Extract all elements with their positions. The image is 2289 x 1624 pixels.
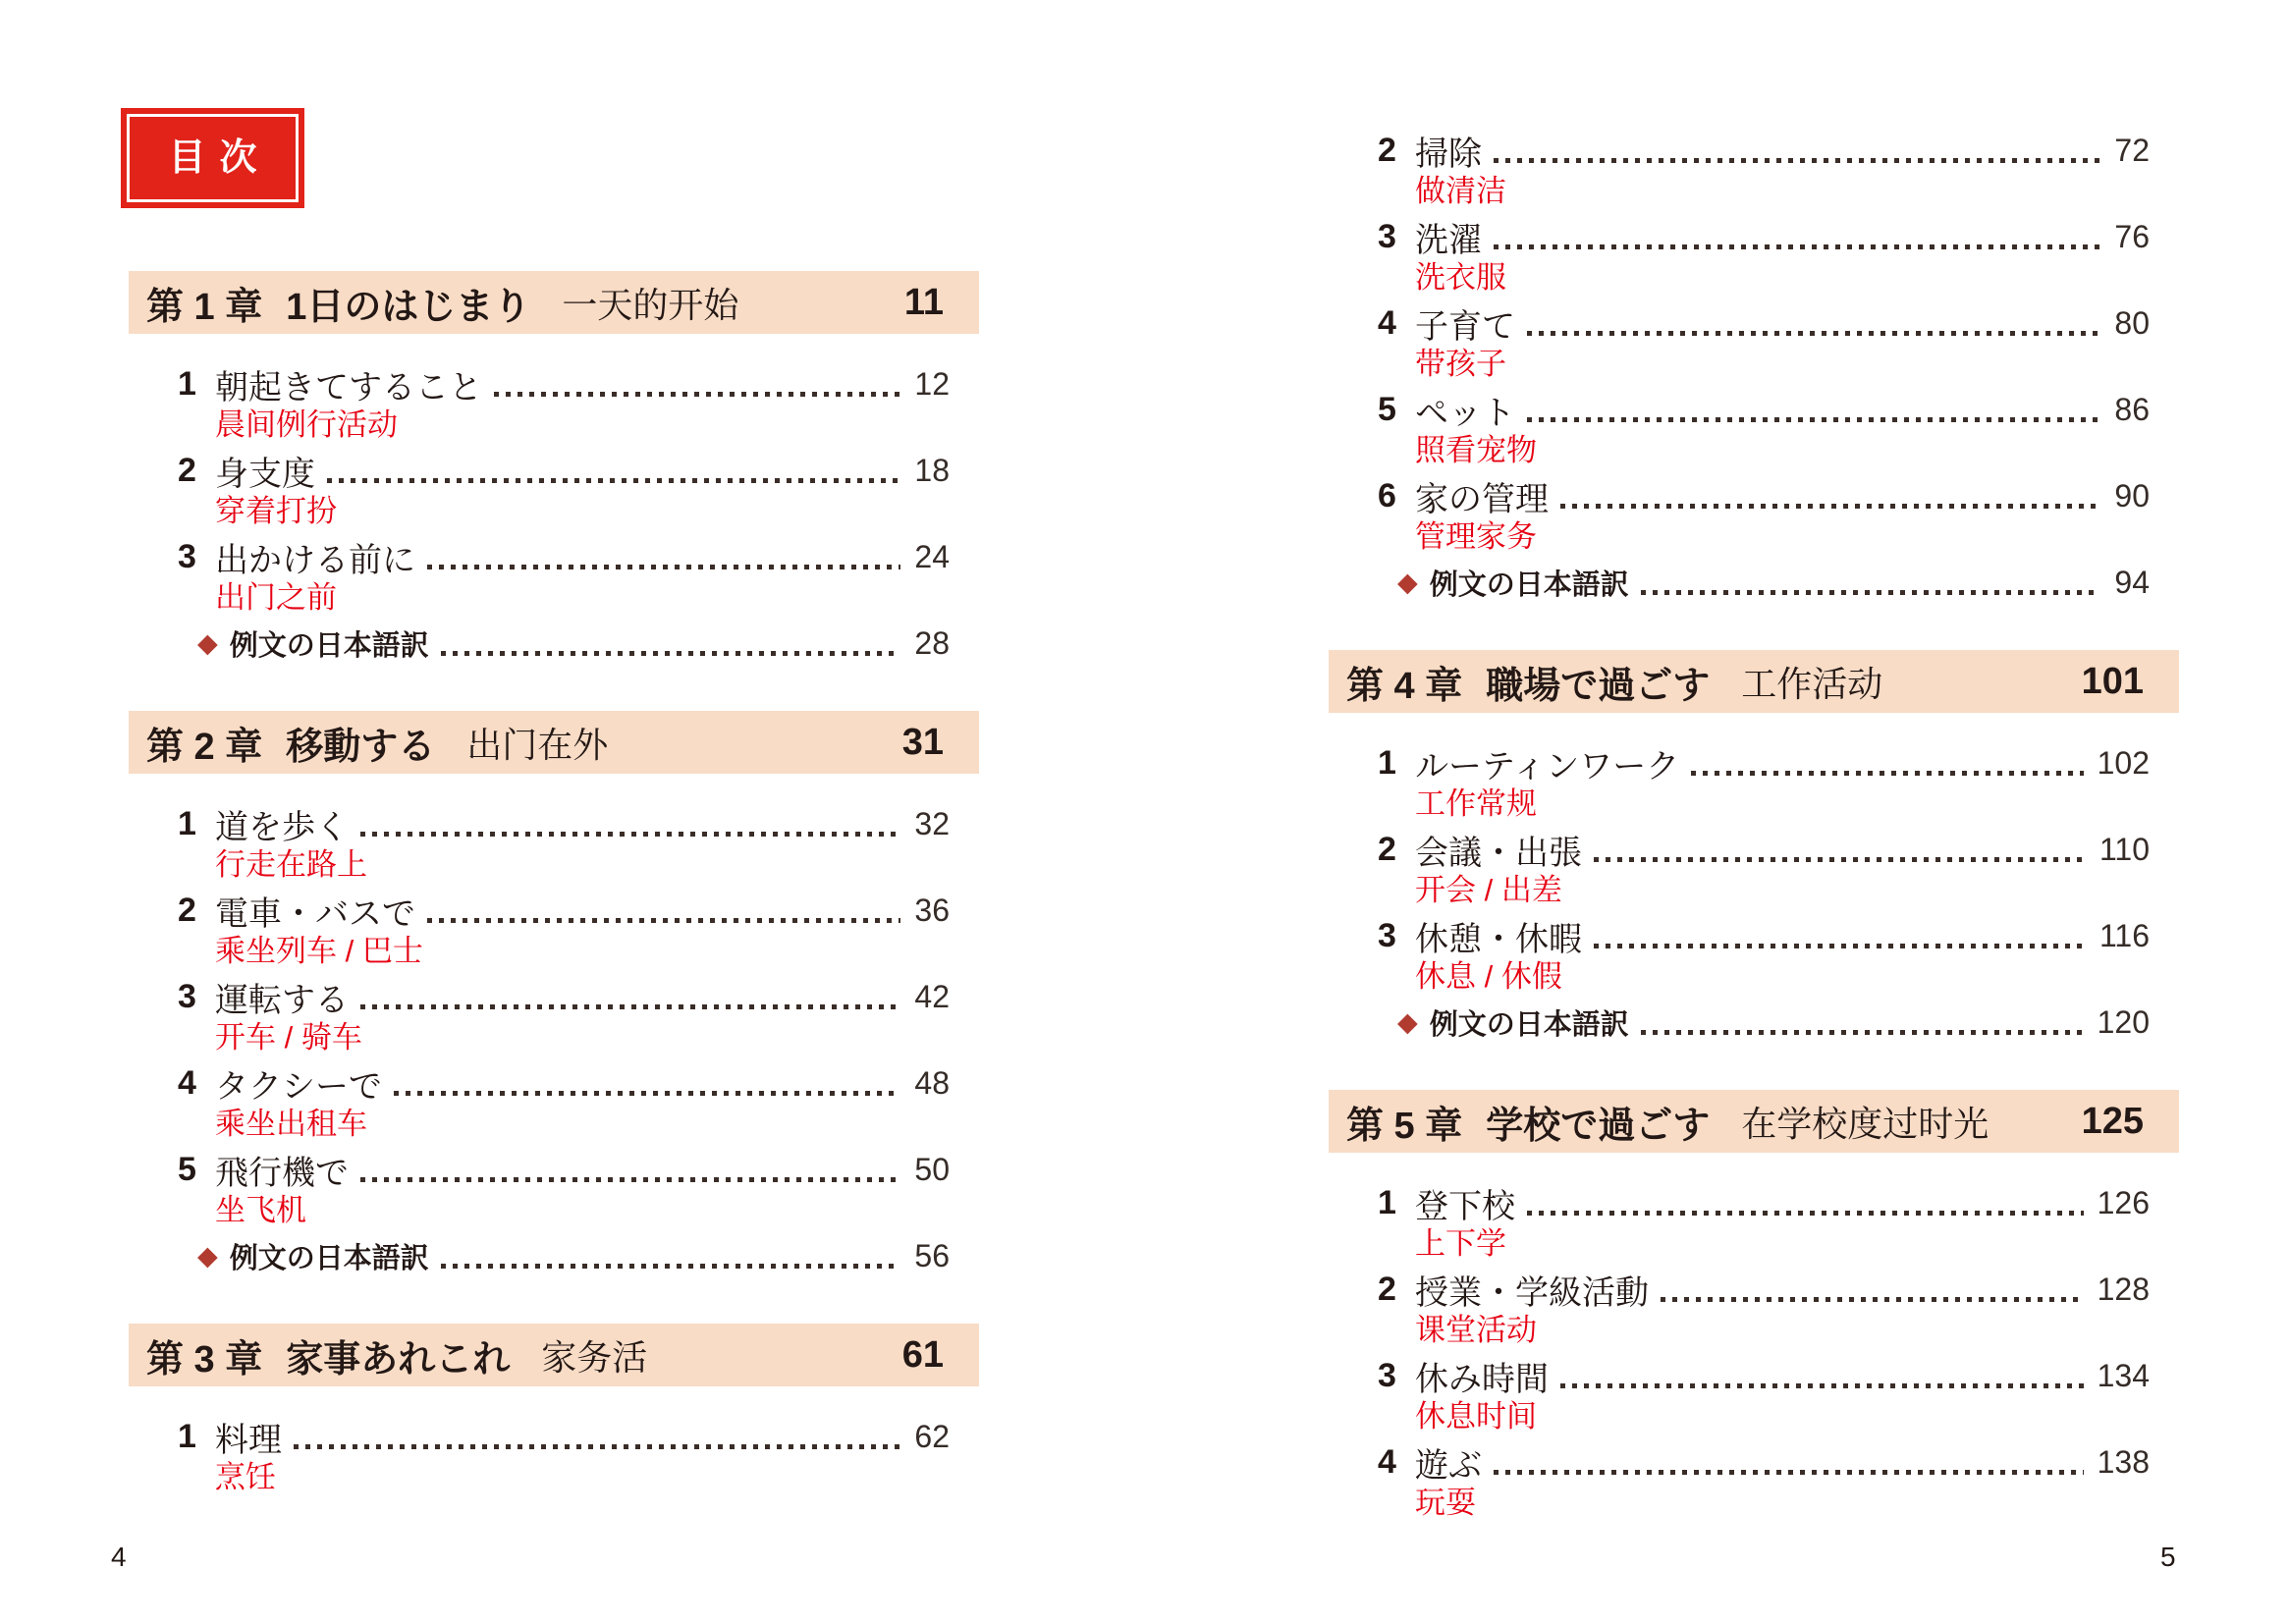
- dotted-leader: [427, 918, 900, 923]
- toc-item: [129, 1060, 979, 1143]
- item-subtitle-zh: 开车 / 骑车: [215, 1020, 362, 1055]
- item-subtitle-zh: 开会 / 出差: [1415, 873, 1562, 907]
- translation-label: 例文の日本語訳: [229, 1242, 429, 1274]
- item-subtitle-zh: 玩耍: [1415, 1486, 1476, 1520]
- toc-item-row: [1329, 300, 2179, 346]
- item-subtitle-zh: 乘坐列车 / 巴士: [215, 934, 423, 968]
- item-title-ja: 出かける前に: [215, 541, 415, 579]
- item-title-ja: 料理: [215, 1421, 282, 1459]
- chapter-number: 第 5 章: [1346, 1105, 1463, 1147]
- toc-item-row: [1329, 913, 2179, 958]
- translation-page-number: 94: [2114, 564, 2150, 600]
- chapter-header: [129, 711, 979, 774]
- diamond-icon: [197, 1243, 218, 1270]
- diamond-icon: [197, 630, 218, 657]
- item-number: 1: [1378, 1183, 1396, 1221]
- toc-item: [1329, 1353, 2179, 1435]
- translation-label: 例文の日本語訳: [229, 629, 429, 662]
- dotted-leader: [1560, 1383, 2084, 1388]
- chapter-title-zh: 家务活: [541, 1336, 648, 1378]
- toc-title: 目次: [168, 137, 271, 179]
- dotted-leader: [327, 478, 900, 483]
- chapter-header: [1329, 650, 2179, 713]
- item-number: 1: [178, 364, 196, 403]
- toc-item: [129, 888, 979, 970]
- item-number: 4: [1378, 1442, 1396, 1481]
- left-page-number: 4: [111, 1542, 127, 1572]
- chapter-title-ja: 職場で過ごす: [1486, 665, 1711, 707]
- dotted-leader: [1594, 944, 2086, 948]
- toc-item-row: [129, 801, 979, 846]
- item-number: 3: [1378, 916, 1396, 954]
- item-title-ja: 電車・バスで: [215, 894, 415, 933]
- toc-item: [1329, 1267, 2179, 1349]
- dotted-leader: [394, 1091, 900, 1096]
- toc-item-row: [129, 448, 979, 493]
- chapter-header: [129, 1324, 979, 1386]
- item-page-number: 42: [914, 978, 950, 1014]
- translation-label: 例文の日本語訳: [1429, 1008, 1629, 1041]
- item-number: 4: [178, 1063, 196, 1102]
- item-page-number: 138: [2097, 1443, 2150, 1480]
- item-number: 1: [178, 1417, 196, 1455]
- item-page-number: 72: [2114, 132, 2150, 168]
- item-number: 1: [178, 804, 196, 842]
- toc-item: [1329, 1180, 2179, 1263]
- chapter-number: 第 1 章: [146, 286, 263, 328]
- item-page-number: 116: [2098, 917, 2150, 953]
- toc-item: [129, 448, 979, 530]
- toc-item: [129, 534, 979, 617]
- toc-item-row: [129, 1060, 979, 1106]
- translation-item: [129, 623, 979, 664]
- dotted-leader: [360, 1177, 900, 1182]
- item-number: 2: [178, 891, 196, 929]
- chapter-title-zh: 一天的开始: [562, 284, 739, 325]
- item-subtitle-zh: 坐飞机: [215, 1193, 306, 1227]
- item-title-ja: 朝起きてすること: [215, 368, 482, 406]
- item-page-number: 12: [914, 365, 950, 402]
- item-title-ja: 授業・学級活動: [1415, 1273, 1649, 1312]
- dotted-leader: [360, 1004, 900, 1009]
- toc-item: [1329, 473, 2179, 556]
- toc-item: [129, 1414, 979, 1496]
- chapter-header: [1329, 1090, 2179, 1153]
- toc-item: [129, 801, 979, 884]
- item-number: 6: [1378, 476, 1396, 514]
- item-title-ja: 道を歩く: [215, 808, 349, 846]
- toc-item-row: [129, 534, 979, 579]
- toc-item-row: [129, 361, 979, 406]
- item-title-ja: 掃除: [1415, 135, 1482, 173]
- item-subtitle-zh: 休息 / 休假: [1415, 959, 1562, 994]
- dotted-leader: [1494, 158, 2100, 163]
- item-subtitle-zh: 照看宠物: [1415, 433, 1537, 467]
- toc-item-row: [129, 1414, 979, 1459]
- item-number: 2: [1378, 131, 1396, 169]
- dotted-leader: [1527, 331, 2100, 336]
- chapter-title-ja: 1日のはじまり: [286, 286, 531, 328]
- translation-item: [1329, 1001, 2179, 1043]
- item-subtitle-zh: 洗衣服: [1415, 260, 1506, 295]
- translation-page-number: 120: [2097, 1003, 2150, 1040]
- item-subtitle-zh: 晨间例行活动: [215, 407, 398, 442]
- left-column: [129, 0, 979, 1496]
- chapter-page-number: 125: [2081, 1100, 2144, 1142]
- dotted-leader: [294, 1444, 900, 1449]
- toc-item-row: [1329, 473, 2179, 518]
- item-page-number: 102: [2097, 744, 2150, 781]
- chapter-page-number: 101: [2081, 660, 2144, 702]
- item-title-ja: 子育て: [1415, 307, 1515, 346]
- diamond-icon: [1397, 569, 1418, 596]
- item-page-number: 90: [2114, 477, 2150, 514]
- toc-item-row: [1329, 827, 2179, 872]
- item-number: 4: [1378, 303, 1396, 342]
- right-column: [1329, 0, 2179, 1522]
- chapter-title-ja: 家事あれこれ: [286, 1338, 511, 1380]
- toc-item-row: [1329, 1353, 2179, 1398]
- toc-item: [129, 361, 979, 444]
- item-page-number: 48: [914, 1064, 950, 1101]
- item-number: 3: [1378, 1356, 1396, 1394]
- item-subtitle-zh: 做清洁: [1415, 174, 1506, 208]
- chapter-title-zh: 工作活动: [1741, 663, 1883, 704]
- item-page-number: 32: [914, 805, 950, 841]
- dotted-leader: [1641, 590, 2101, 595]
- item-title-ja: 遊ぶ: [1415, 1446, 1482, 1485]
- toc-item: [1329, 913, 2179, 996]
- right-page-number: 5: [2160, 1542, 2176, 1572]
- toc-item-row: [129, 1147, 979, 1192]
- chapter-number: 第 2 章: [146, 726, 263, 768]
- dotted-leader: [1494, 244, 2100, 249]
- dotted-leader: [494, 392, 900, 397]
- item-page-number: 76: [2114, 218, 2150, 254]
- item-page-number: 134: [2097, 1357, 2150, 1393]
- translation-item: [129, 1235, 979, 1276]
- translation-item: [1329, 562, 2179, 603]
- toc-item: [1329, 300, 2179, 383]
- item-number: 5: [178, 1150, 196, 1188]
- toc-item-row: [1329, 740, 2179, 785]
- item-subtitle-zh: 工作常规: [1415, 786, 1537, 821]
- item-page-number: 50: [914, 1151, 950, 1187]
- item-title-ja: 家の管理: [1415, 480, 1549, 518]
- toc-item: [1329, 827, 2179, 909]
- chapter-page-number: 61: [901, 1333, 944, 1376]
- toc-item: [1329, 387, 2179, 469]
- item-subtitle-zh: 休息时间: [1415, 1399, 1537, 1434]
- item-number: 2: [178, 451, 196, 489]
- dotted-leader: [1641, 1030, 2084, 1035]
- dotted-leader: [360, 832, 900, 837]
- dotted-leader: [1527, 1211, 2084, 1216]
- dotted-leader: [441, 1264, 901, 1269]
- item-number: 3: [178, 537, 196, 575]
- translation-page-number: 56: [914, 1237, 950, 1273]
- item-title-ja: 休憩・休暇: [1415, 920, 1582, 958]
- chapter-title-zh: 出门在外: [466, 724, 609, 765]
- item-title-ja: 会議・出張: [1415, 834, 1582, 872]
- chapter-number: 第 4 章: [1346, 665, 1463, 707]
- item-page-number: 24: [914, 538, 950, 574]
- dotted-leader: [1594, 857, 2086, 862]
- item-subtitle-zh: 出门之前: [215, 580, 337, 615]
- dotted-leader: [1560, 504, 2100, 509]
- toc-item-row: [1329, 214, 2179, 259]
- item-page-number: 62: [914, 1418, 950, 1454]
- item-title-ja: 洗濯: [1415, 221, 1482, 259]
- toc-item-row: [1329, 1267, 2179, 1312]
- toc-item: [1329, 740, 2179, 823]
- translation-page-number: 28: [914, 624, 950, 661]
- toc-item-row: [129, 974, 979, 1019]
- chapter-page-number: 11: [903, 281, 944, 323]
- item-title-ja: 飛行機で: [215, 1154, 349, 1192]
- dotted-leader: [1661, 1297, 2084, 1302]
- dotted-leader: [1494, 1470, 2084, 1475]
- item-title-ja: ルーティンワーク: [1415, 747, 1680, 785]
- chapter-page-number: 31: [901, 721, 944, 763]
- item-subtitle-zh: 乘坐出租车: [215, 1107, 367, 1141]
- item-subtitle-zh: 行走在路上: [215, 847, 367, 882]
- item-number: 2: [1378, 1270, 1396, 1308]
- dotted-leader: [441, 651, 901, 656]
- item-number: 2: [1378, 830, 1396, 868]
- item-page-number: 126: [2097, 1184, 2150, 1220]
- item-page-number: 36: [914, 892, 950, 928]
- dotted-leader: [427, 565, 900, 569]
- item-title-ja: 身支度: [215, 455, 315, 493]
- diamond-icon: [1397, 1009, 1418, 1036]
- item-subtitle-zh: 穿着打扮: [215, 494, 337, 528]
- toc-item-row: [129, 888, 979, 933]
- item-page-number: 18: [914, 452, 950, 488]
- toc-item: [1329, 128, 2179, 210]
- dotted-leader: [1527, 417, 2100, 422]
- item-subtitle-zh: 带孩子: [1415, 347, 1506, 381]
- chapter-header: [129, 271, 979, 334]
- dotted-leader: [1691, 771, 2083, 776]
- item-subtitle-zh: 上下学: [1415, 1226, 1506, 1261]
- item-page-number: 128: [2097, 1271, 2150, 1307]
- toc-item: [129, 974, 979, 1056]
- toc-item-row: [1329, 1180, 2179, 1225]
- item-number: 3: [1378, 217, 1396, 255]
- item-title-ja: 登下校: [1415, 1187, 1515, 1225]
- item-number: 3: [178, 977, 196, 1015]
- item-subtitle-zh: 管理家务: [1415, 519, 1537, 554]
- item-title-ja: ペット: [1415, 394, 1515, 432]
- item-page-number: 80: [2114, 304, 2150, 341]
- item-page-number: 86: [2114, 391, 2150, 427]
- item-page-number: 110: [2098, 831, 2150, 867]
- toc-item: [1329, 1439, 2179, 1522]
- translation-label: 例文の日本語訳: [1429, 568, 1629, 601]
- item-subtitle-zh: 课堂活动: [1415, 1313, 1537, 1347]
- chapter-number: 第 3 章: [146, 1338, 263, 1380]
- item-subtitle-zh: 烹饪: [215, 1460, 276, 1494]
- toc-item-row: [1329, 387, 2179, 432]
- item-number: 1: [1378, 743, 1396, 782]
- chapter-title-ja: 学校で過ごす: [1486, 1105, 1711, 1147]
- item-title-ja: 休み時間: [1415, 1360, 1549, 1398]
- item-title-ja: 運転する: [215, 981, 349, 1019]
- toc-item: [129, 1147, 979, 1229]
- toc-item-row: [1329, 128, 2179, 173]
- chapter-title-ja: 移動する: [286, 726, 436, 768]
- item-title-ja: タクシーで: [215, 1067, 382, 1106]
- item-number: 5: [1378, 390, 1396, 428]
- toc-item: [1329, 214, 2179, 297]
- toc-item-row: [1329, 1439, 2179, 1485]
- chapter-title-zh: 在学校度过时光: [1741, 1103, 1989, 1144]
